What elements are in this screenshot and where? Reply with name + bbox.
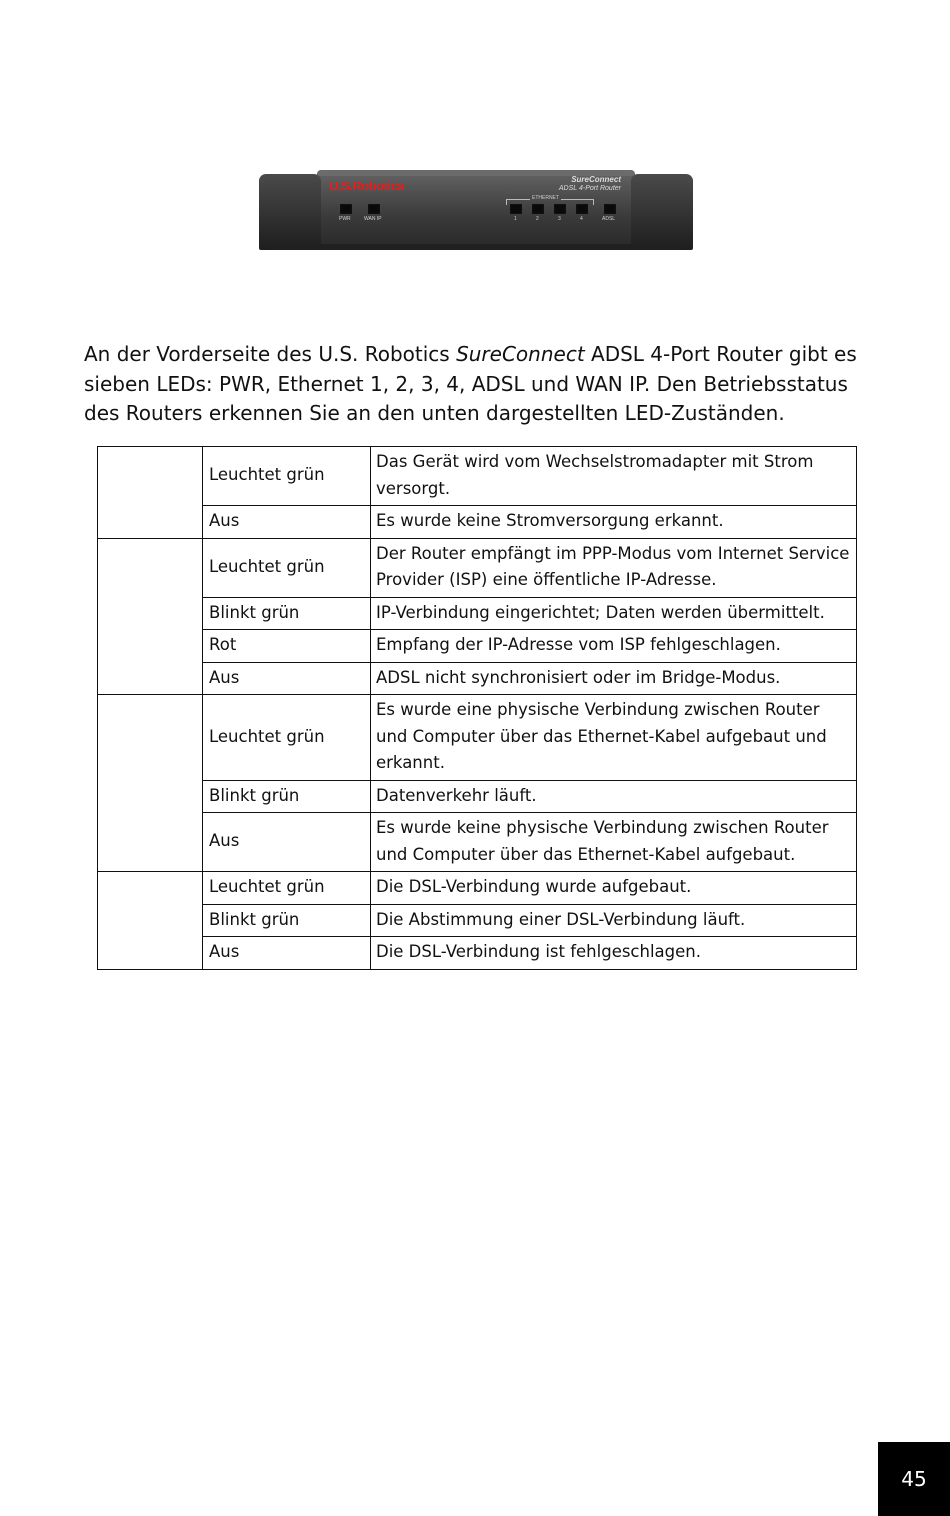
intro-text-1: An der Vorderseite des U.S. Robotics	[84, 342, 457, 366]
state-cell: Leuchtet grün	[203, 447, 371, 506]
router-product-label	[559, 175, 621, 193]
router-body	[259, 176, 693, 244]
description-cell: Es wurde eine physische Verbindung zwischen Router und Computer über das Ethernet-Kabel aufgebaut und erkannt.	[371, 695, 857, 781]
description-cell: IP-Verbindung eingerichtet; Daten werden übermittelt.	[371, 597, 857, 630]
led-pwr	[340, 204, 352, 214]
led-ethernet-4	[576, 204, 588, 214]
led-ethernet-1	[510, 204, 522, 214]
led-ethernet-2	[532, 204, 544, 214]
state-cell: Aus	[203, 813, 371, 872]
led-label-2: 2	[536, 216, 539, 222]
table-row	[98, 695, 857, 781]
page-number: 45	[878, 1442, 950, 1516]
table-row	[98, 506, 857, 539]
description-cell: Es wurde keine Stromversorgung erkannt.	[371, 506, 857, 539]
description-cell: Empfang der IP-Adresse vom ISP fehlgeschlagen.	[371, 630, 857, 663]
router-product-name: SureConnect	[571, 175, 621, 184]
table-row	[98, 630, 857, 663]
table-row	[98, 447, 857, 506]
state-cell: Aus	[203, 506, 371, 539]
description-cell: Die DSL-Verbindung ist fehlgeschlagen.	[371, 937, 857, 970]
led-label-adsl: ADSL	[602, 216, 616, 222]
led-name-cell	[98, 872, 203, 970]
state-cell: Leuchtet grün	[203, 695, 371, 781]
state-cell: Aus	[203, 662, 371, 695]
description-cell: Das Gerät wird vom Wechselstromadapter mit Strom versorgt.	[371, 447, 857, 506]
description-cell: Es wurde keine physische Verbindung zwischen Router und Computer über das Ethernet-Kabel aufgebaut.	[371, 813, 857, 872]
state-cell: Blinkt grün	[203, 904, 371, 937]
table-row	[98, 813, 857, 872]
table-row	[98, 780, 857, 813]
table-row	[98, 597, 857, 630]
led-wan-ip	[368, 204, 380, 214]
description-cell: ADSL nicht synchronisiert oder im Bridge-Modus.	[371, 662, 857, 695]
led-name-cell	[98, 695, 203, 872]
table-row	[98, 937, 857, 970]
description-cell: Die Abstimmung einer DSL-Verbindung läuft.	[371, 904, 857, 937]
state-cell: Rot	[203, 630, 371, 663]
led-label-3: 3	[558, 216, 561, 222]
state-cell: Leuchtet grün	[203, 538, 371, 597]
led-label-1: 1	[514, 216, 517, 222]
description-cell: Die DSL-Verbindung wurde aufgebaut.	[371, 872, 857, 905]
router-left-foot	[259, 174, 321, 250]
led-ethernet-3	[554, 204, 566, 214]
ethernet-label: ETHERNET	[532, 195, 559, 201]
state-cell: Blinkt grün	[203, 780, 371, 813]
table-row	[98, 904, 857, 937]
state-cell: Leuchtet grün	[203, 872, 371, 905]
state-cell: Aus	[203, 937, 371, 970]
description-cell: Der Router empfängt im PPP-Modus vom Internet Service Provider (ISP) eine öffentliche IP-Adresse.	[371, 538, 857, 597]
intro-text-2: ADSL 4-Port Router gibt es sieben LEDs: PWR, Ethernet 1, 2, 3, 4, ADSL und WAN IP. Den Betriebsstatus des Routers erkennen Sie an den unten dargestellten LED-Zuständen.	[84, 342, 857, 425]
led-label-4: 4	[580, 216, 583, 222]
table-row	[98, 872, 857, 905]
led-name-cell	[98, 538, 203, 695]
router-product-model: ADSL 4-Port Router	[558, 185, 621, 192]
state-cell: Blinkt grün	[203, 597, 371, 630]
led-status-table	[97, 446, 857, 970]
description-cell: Datenverkehr läuft.	[371, 780, 857, 813]
intro-paragraph	[84, 340, 884, 429]
router-front-image	[259, 168, 693, 252]
led-label-pwr: PWR	[339, 216, 351, 222]
led-adsl	[604, 204, 616, 214]
led-name-cell	[98, 447, 203, 539]
intro-product-name: SureConnect	[456, 342, 585, 366]
led-label-wan-ip: WAN IP	[364, 216, 382, 222]
router-brand-logo: U.S.Robotics	[329, 178, 404, 193]
table-row	[98, 538, 857, 597]
table-row	[98, 662, 857, 695]
router-base	[267, 244, 685, 250]
router-right-foot	[631, 174, 693, 250]
